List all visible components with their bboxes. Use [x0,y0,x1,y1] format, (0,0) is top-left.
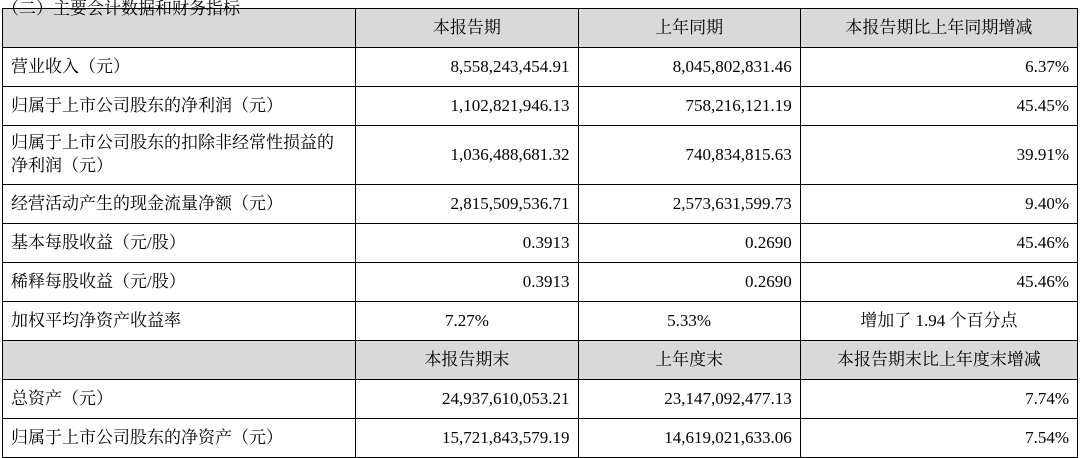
row-current-value: 7.27% [356,302,578,341]
row-previous-value: 14,619,021,633.06 [578,419,800,458]
row-change-value: 9.40% [800,185,1077,224]
row-label: 归属于上市公司股东的净利润（元） [3,87,356,126]
row-current-value: 2,815,509,536.71 [356,185,578,224]
row-change-value: 7.74% [800,380,1077,419]
row-label: 归属于上市公司股东的净资产（元） [3,419,356,458]
row-label: 基本每股收益（元/股） [3,224,356,263]
table-body [3,9,1078,458]
table-header-row-balance [3,341,1078,380]
row-current-value: 8,558,243,454.91 [356,48,578,87]
table-row [3,126,1078,185]
row-label: 加权平均净资产收益率 [3,302,356,341]
table-row [3,419,1078,458]
table-row [3,48,1078,87]
row-label: 稀释每股收益（元/股） [3,263,356,302]
header-cell-prior-year-end: 上年度末 [578,341,800,380]
header-cell-blank-2 [3,341,356,380]
row-change-value: 45.46% [800,224,1077,263]
financial-data-table [2,8,1078,458]
row-label: 总资产（元） [3,380,356,419]
row-change-value: 45.45% [800,87,1077,126]
header-cell-current-period: 本报告期 [356,9,578,48]
table-row [3,224,1078,263]
row-previous-value: 758,216,121.19 [578,87,800,126]
row-previous-value: 5.33% [578,302,800,341]
row-current-value: 15,721,843,579.19 [356,419,578,458]
row-current-value: 1,036,488,681.32 [356,126,578,185]
table-row [3,185,1078,224]
row-previous-value: 0.2690 [578,224,800,263]
table-row [3,263,1078,302]
row-change-value: 45.46% [800,263,1077,302]
row-previous-value: 2,573,631,599.73 [578,185,800,224]
row-change-value: 39.91% [800,126,1077,185]
row-change-value: 6.37% [800,48,1077,87]
header-cell-period-end: 本报告期末 [356,341,578,380]
row-current-value: 1,102,821,946.13 [356,87,578,126]
table-row [3,302,1078,341]
row-current-value: 0.3913 [356,224,578,263]
row-change-value: 增加了 1.94 个百分点 [800,302,1077,341]
header-cell-period-change: 本报告期比上年同期增减 [800,9,1077,48]
row-previous-value: 0.2690 [578,263,800,302]
row-previous-value: 8,045,802,831.46 [578,48,800,87]
table-row [3,87,1078,126]
header-cell-prior-period: 上年同期 [578,9,800,48]
header-cell-balance-change: 本报告期末比上年度末增减 [800,341,1077,380]
row-previous-value: 23,147,092,477.13 [578,380,800,419]
row-current-value: 0.3913 [356,263,578,302]
partial-section-heading [0,0,1080,8]
row-current-value: 24,937,610,053.21 [356,380,578,419]
row-previous-value: 740,834,815.63 [578,126,800,185]
table-row [3,380,1078,419]
row-label: 经营活动产生的现金流量净额（元） [3,185,356,224]
row-label: 归属于上市公司股东的扣除非经常性损益的净利润（元） [3,126,356,185]
row-change-value: 7.54% [800,419,1077,458]
row-label: 营业收入（元） [3,48,356,87]
